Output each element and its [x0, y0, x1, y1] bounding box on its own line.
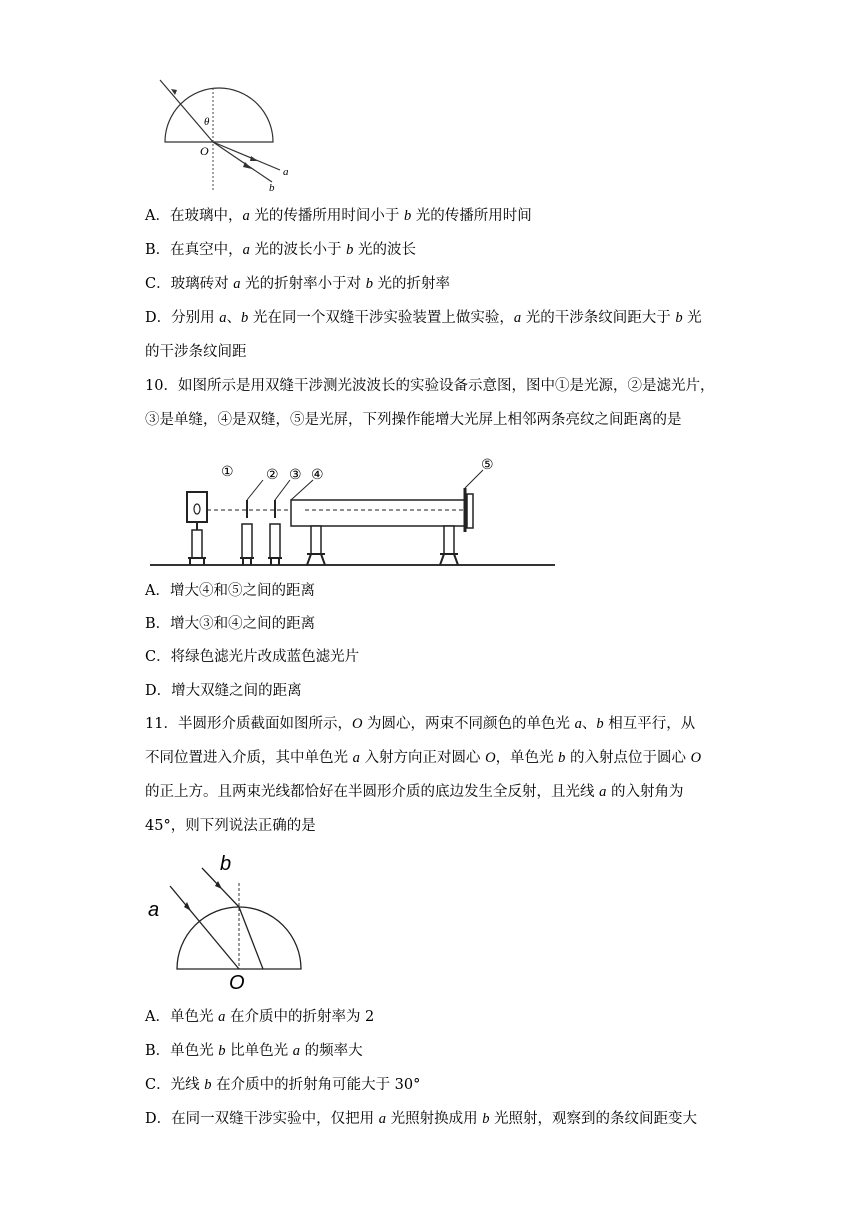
q11-stem-line2: 不同位置进入介质，其中单色光 a 入射方向正对圆心 O，单色光 b 的入射点位于圆心 O [145, 750, 702, 766]
q10-option-d: D．增大双缝之间的距离 [145, 683, 302, 699]
q11-option-d: D．在同一双缝干涉实验中，仅把用 a 光照射换成用 b 光照射，观察到的条纹间距变大 [145, 1111, 698, 1127]
q11-stem-line1: 11．半圆形介质截面如图所示，O 为圆心，两束不同颜色的单色光 a、b 相互平行，从 [145, 716, 696, 732]
ray-b-refracted [239, 907, 263, 969]
q11-option-a: A．单色光 a 在介质中的折射率为 2 [145, 1009, 375, 1025]
q10-stem-line1: 10．如图所示是用双缝干涉测光波波长的实验设备示意图，图中①是光源，②是滤光片， [145, 378, 715, 394]
figure-q11-semicircle [140, 850, 320, 994]
label-5: ⑤ [481, 457, 494, 473]
label-2: ② [266, 467, 279, 483]
q9-option-a: A．在玻璃中，a 光的传播所用时间小于 b 光的传播所用时间 [145, 208, 532, 224]
q11-option-c: C．光线 b 在介质中的折射角可能大于 30° [145, 1077, 421, 1093]
label-1: ① [221, 464, 234, 480]
q9-option-d-cont: 的干涉条纹间距 [145, 344, 247, 360]
semicircle-outline [165, 88, 273, 142]
label-b: b [220, 853, 232, 875]
label-O: O [229, 972, 245, 994]
q11-option-b: B．单色光 b 比单色光 a 的频率大 [145, 1043, 363, 1059]
q10-option-a: A．增大④和⑤之间的距离 [145, 583, 315, 599]
figure-q10-apparatus [145, 452, 565, 572]
ray-a [170, 886, 239, 969]
q9-option-d: D．分别用 a、b 光在同一个双缝干涉实验装置上做实验，a 光的干涉条纹间距大于 b 光 [145, 310, 702, 326]
label-4: ④ [311, 467, 324, 483]
ray-b [213, 142, 272, 182]
label-3: ③ [289, 467, 302, 483]
label-theta: θ [204, 116, 210, 128]
q10-stem-line2: ③是单缝，④是双缝，⑤是光屏，下列操作能增大光屏上相邻两条亮纹之间距离的是 [145, 412, 682, 428]
light-source-box [187, 492, 207, 522]
label-a: a [148, 899, 160, 921]
figure-q9-semicircle [150, 70, 310, 195]
light-screen [467, 494, 473, 528]
q11-stem-line4: 45°，则下列说法正确的是 [145, 818, 316, 834]
q11-stem-line3: 的正上方。且两束光线都恰好在半圆形介质的底边发生全反射，且光线 a 的入射角为 [145, 784, 684, 800]
label-b: b [269, 182, 275, 194]
label-a: a [283, 166, 289, 178]
q9-option-c: C．玻璃砖对 a 光的折射率小于对 b 光的折射率 [145, 276, 451, 292]
q10-option-c: C．将绿色滤光片改成蓝色滤光片 [145, 649, 360, 665]
q10-option-b: B．增大③和④之间的距离 [145, 616, 316, 632]
q9-option-b: B．在真空中，a 光的波长小于 b 光的波长 [145, 242, 416, 258]
label-O: O [200, 144, 209, 158]
tube [291, 500, 467, 526]
